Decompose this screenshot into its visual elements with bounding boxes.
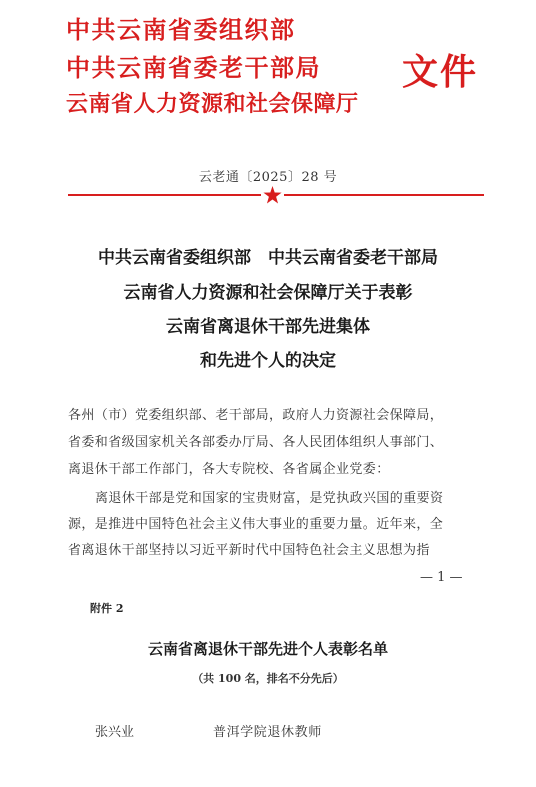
body-line-3: 离退休干部工作部门，各大专院校、各省属企业党委： [68, 462, 390, 477]
red-divider-left [68, 194, 261, 196]
attachment-label: 附件 2 [90, 602, 124, 615]
issuer-org-2: 中共云南省委老干部局 [66, 53, 321, 82]
document-title-line-3: 云南省离退休干部先进集体 [166, 317, 370, 337]
document-number: 云老通〔2025〕28 号 [198, 170, 338, 185]
page-number: — 1 — [420, 570, 463, 585]
entry-unit: 普洱学院退休教师 [213, 725, 322, 740]
body-line-4: 离退休干部是党和国家的宝贵财富，是党执政兴国的重要资 [95, 491, 444, 506]
list-title: 云南省离退休干部先进个人表彰名单 [147, 640, 388, 658]
body-line-1: 各州（市）党委组织部、老干部局，政府人力资源社会保障局， [68, 408, 444, 423]
body-line-5: 源，是推进中国特色社会主义伟大事业的重要力量。近年来，全 [68, 517, 444, 532]
list-note: （共 100 名，排名不分先后） [192, 672, 344, 685]
issuer-org-3: 云南省人力资源和社会保障厅 [66, 91, 359, 117]
document-title-line-1: 中共云南省委组织部 中共云南省委老干部局 [98, 248, 438, 268]
document-type-label: 文件 [402, 51, 479, 93]
red-star-icon [263, 186, 282, 204]
red-divider-right [284, 194, 484, 196]
issuer-org-1: 中共云南省委组织部 [66, 15, 296, 44]
document-title-line-4: 和先进个人的决定 [200, 351, 336, 371]
body-line-2: 省委和省级国家机关各部委办厅局、各人民团体组织人事部门、 [68, 435, 444, 450]
body-line-6: 省离退休干部坚持以习近平新时代中国特色社会主义思想为指 [68, 543, 430, 558]
document-title-line-2: 云南省人力资源和社会保障厅关于表彰 [123, 283, 413, 303]
entry-name: 张兴业 [95, 725, 135, 740]
document-header [66, 8, 486, 118]
